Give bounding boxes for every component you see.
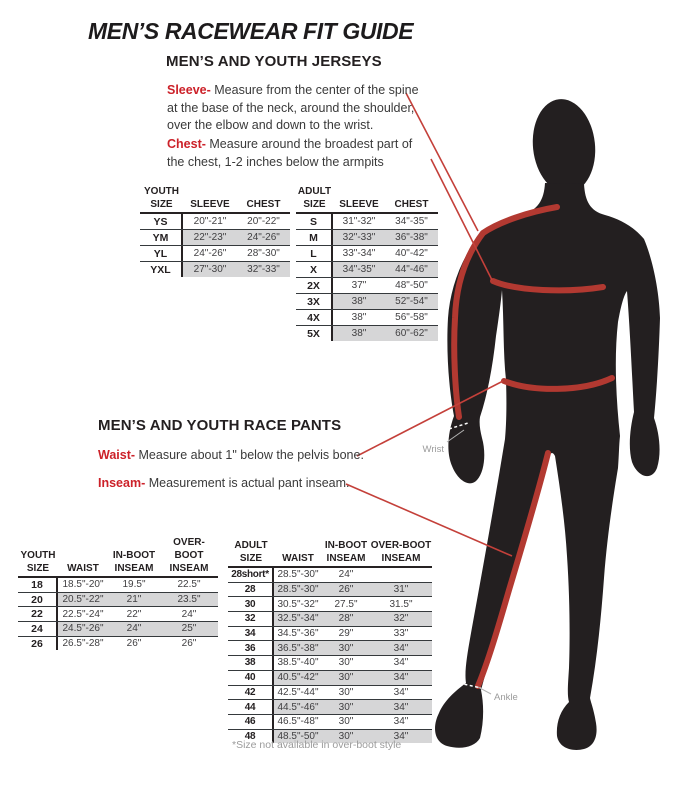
table-row [228, 685, 432, 700]
value-cell: 34"-35" [395, 216, 428, 227]
size-cell: 2X [296, 278, 333, 293]
table-row [228, 596, 432, 611]
column-header-top: OVER-BOOT [370, 540, 432, 551]
value-cell: 38" [333, 326, 385, 341]
value-cell: 34" [370, 730, 432, 744]
table-row [18, 578, 218, 592]
value-cell: 34" [393, 657, 409, 669]
wrist-label: Wrist [422, 444, 444, 455]
size-cell: 22 [18, 607, 58, 621]
size-cell: 26 [18, 637, 58, 651]
table-row [140, 261, 290, 277]
size-cell: M [296, 230, 333, 245]
column-header [274, 536, 322, 565]
column-header-top: OVER-BOOT [173, 537, 205, 561]
column-header [333, 183, 385, 211]
column-header-label: SIZE [150, 199, 173, 210]
value-cell: 23.5" [160, 593, 218, 607]
value-cell: 36.5"-38" [274, 641, 322, 655]
table-header-row [140, 183, 290, 214]
value-cell: 56"-58" [395, 312, 428, 323]
column-header [322, 536, 370, 565]
size-cell: 38 [228, 656, 274, 670]
value-cell: 34" [370, 671, 432, 685]
value-cell: 26" [126, 638, 142, 650]
table-row [296, 277, 438, 293]
column-header [140, 183, 183, 211]
table-row [140, 229, 290, 245]
size-cell: S [296, 214, 333, 229]
size-cell: 34 [228, 627, 274, 641]
column-header [18, 536, 58, 575]
value-cell: 24"-26" [237, 230, 290, 245]
column-header-label: CHEST [246, 199, 281, 210]
value-cell: 20"-22" [247, 216, 280, 227]
size-cell: 5X [296, 326, 333, 341]
size-cell: 40 [228, 671, 274, 685]
column-header-label: INSEAM [169, 563, 209, 574]
table-row [18, 636, 218, 651]
value-cell: 26" [181, 638, 197, 650]
value-cell: 30" [322, 700, 370, 714]
value-cell: 32.5"-34" [274, 612, 322, 626]
column-header-label: SLEEVE [190, 199, 230, 210]
value-cell: 30" [322, 641, 370, 655]
size-cell: YS [140, 214, 183, 229]
size-cell: 18 [18, 578, 58, 592]
sleeve-note [167, 82, 425, 135]
table-row [228, 626, 432, 641]
value-cell: 30" [338, 686, 354, 698]
value-cell: 24" [181, 608, 197, 620]
table-row [228, 611, 432, 626]
table-row [296, 261, 438, 277]
column-header-top: YOUTH [20, 550, 56, 561]
value-cell: 34" [393, 686, 409, 698]
value-cell: 42.5"-44" [277, 686, 319, 698]
size-cell: 30 [228, 597, 274, 611]
size-cell: X [296, 262, 333, 277]
value-cell: 34" [370, 700, 432, 714]
value-cell: 37" [351, 280, 367, 291]
column-header-top: IN-BOOT [112, 550, 156, 561]
table-row [140, 214, 290, 229]
value-cell: 36"-38" [385, 230, 438, 245]
value-cell: 30" [338, 716, 354, 728]
waist-note [98, 447, 418, 465]
value-cell: 31.5" [389, 598, 413, 610]
value-cell: 46.5"-48" [277, 716, 319, 728]
value-cell: 21" [108, 593, 160, 607]
size-cell: 4X [296, 310, 333, 325]
value-cell: 44"-46" [385, 262, 438, 277]
column-header-label: WAIST [282, 553, 314, 564]
column-header-top: IN-BOOT [324, 540, 368, 551]
size-cell: 20 [18, 593, 58, 607]
value-cell: 60"-62" [385, 326, 438, 341]
table-row [140, 245, 290, 261]
table-header-row [228, 536, 432, 568]
value-cell: 38" [333, 294, 385, 309]
column-header-label: INSEAM [114, 563, 154, 574]
value-cell: 34.5"-36" [277, 628, 319, 640]
value-cell: 33"-34" [342, 248, 376, 259]
table-row [228, 568, 432, 582]
value-cell: 40.5"-42" [274, 671, 322, 685]
column-header [370, 536, 432, 565]
size-cell: 42 [228, 686, 274, 700]
value-cell: 24.5"-26" [58, 622, 108, 636]
table-header-row [18, 536, 218, 578]
column-header [237, 183, 290, 211]
table-row [296, 293, 438, 309]
column-header [385, 183, 438, 211]
table-row [18, 592, 218, 607]
size-cell: 24 [18, 622, 58, 636]
column-header-label: INSEAM [381, 553, 421, 564]
inseam-note-label: Inseam- [98, 476, 146, 490]
table-row [18, 606, 218, 621]
value-cell: 52"-54" [385, 294, 438, 309]
value-cell: 20.5"-22" [58, 593, 108, 607]
value-cell: 28.5"-30" [277, 569, 319, 581]
value-cell [370, 568, 432, 582]
column-header-label: SLEEVE [339, 199, 379, 210]
table-row [296, 214, 438, 229]
size-cell: 48 [228, 730, 274, 744]
size-cell: L [296, 246, 333, 261]
jerseys-section-heading: MEN’S AND YOUTH JERSEYS [166, 53, 382, 70]
value-cell: 34" [393, 716, 409, 728]
value-cell: 38.5"-40" [277, 657, 319, 669]
size-cell: 28short* [228, 568, 274, 582]
size-cell: 32 [228, 612, 274, 626]
chest-note-label: Chest- [167, 137, 206, 151]
value-cell: 25" [160, 622, 218, 636]
figure-head [528, 96, 599, 196]
value-cell: 19.5" [122, 579, 146, 591]
value-cell: 32"-33" [237, 262, 290, 277]
value-cell: 48.5"-50" [274, 730, 322, 744]
pants-section-heading: MEN’S AND YOUTH RACE PANTS [98, 417, 342, 434]
column-header-top: ADULT [234, 540, 268, 551]
inseam-note [98, 475, 418, 493]
column-header [296, 183, 333, 211]
table-row [228, 699, 432, 714]
youth-pants-table [18, 536, 218, 650]
value-cell: 28"-30" [247, 248, 280, 259]
page-title: MEN’S RACEWEAR FIT GUIDE [88, 18, 414, 44]
adult-jersey-table [296, 183, 438, 341]
table-header-row [296, 183, 438, 214]
value-cell: 30" [338, 657, 354, 669]
table-row [228, 582, 432, 597]
value-cell: 28" [322, 612, 370, 626]
column-header-label: WAIST [67, 563, 99, 574]
youth-jersey-table [140, 183, 290, 277]
column-header-top: YOUTH [144, 186, 179, 197]
column-header [108, 536, 160, 575]
size-cell: 44 [228, 700, 274, 714]
value-cell: 26" [322, 583, 370, 597]
table-row [296, 229, 438, 245]
value-cell: 34" [370, 641, 432, 655]
column-header-label: SIZE [26, 563, 50, 574]
value-cell: 28.5"-30" [274, 583, 322, 597]
inseam-note-text: Measurement is actual pant inseam. [145, 476, 350, 490]
value-cell: 24" [338, 569, 354, 581]
value-cell: 33" [393, 628, 409, 640]
size-cell: YXL [140, 262, 183, 277]
value-cell: 27.5" [334, 598, 358, 610]
value-cell: 31" [370, 583, 432, 597]
value-cell: 31"-32" [342, 216, 376, 227]
value-cell: 24"-26" [193, 248, 227, 259]
column-header [160, 536, 218, 575]
table-row [296, 309, 438, 325]
value-cell: 30" [322, 671, 370, 685]
size-cell: 36 [228, 641, 274, 655]
table-row [18, 621, 218, 636]
value-cell: 44.5"-46" [274, 700, 322, 714]
value-cell: 20"-21" [193, 216, 227, 227]
column-header-top: ADULT [297, 186, 332, 197]
column-header-label: SIZE [239, 553, 263, 564]
waist-note-label: Waist- [98, 448, 136, 462]
sleeve-note-text: Measure from the center of the spine at the base of the neck, around the shoulder, over the elbow and down to the wrist. [167, 83, 419, 132]
table-row [296, 245, 438, 261]
chest-pointer-line [431, 159, 492, 280]
value-cell: 24" [108, 622, 160, 636]
value-cell: 48"-50" [395, 280, 428, 291]
column-header [58, 536, 108, 575]
table-row [228, 670, 432, 685]
value-cell: 32"-33" [333, 230, 385, 245]
value-cell: 30" [322, 730, 370, 744]
size-cell: 28 [228, 583, 274, 597]
column-header-label: INSEAM [326, 553, 366, 564]
value-cell: 30.5"-32" [277, 598, 319, 610]
chest-note [167, 136, 425, 171]
value-cell: 22.5"-24" [62, 608, 104, 620]
value-cell: 38" [351, 312, 367, 323]
table-row [228, 640, 432, 655]
table-row [296, 325, 438, 341]
column-header-label: CHEST [394, 199, 429, 210]
column-header-label: SIZE [303, 199, 326, 210]
size-cell: YM [140, 230, 183, 245]
pants-table-footnote: *Size not available in over-boot style [232, 739, 402, 751]
value-cell: 18.5"-20" [62, 579, 104, 591]
size-cell: YL [140, 246, 183, 261]
ankle-label: Ankle [494, 692, 518, 703]
waist-note-text: Measure about 1" below the pelvis bone. [135, 448, 364, 462]
value-cell: 27"-30" [183, 262, 237, 277]
size-cell: 46 [228, 715, 274, 729]
value-cell: 29" [338, 628, 354, 640]
value-cell: 40"-42" [395, 248, 428, 259]
adult-pants-table [228, 536, 432, 743]
chest-note-text: Measure around the broadest part of the chest, 1-2 inches below the armpits [167, 137, 413, 169]
table-row [228, 714, 432, 729]
table-row [228, 655, 432, 670]
value-cell: 22" [126, 608, 142, 620]
sleeve-note-label: Sleeve- [167, 83, 211, 97]
column-header [228, 536, 274, 565]
value-cell: 22"-23" [183, 230, 237, 245]
value-cell: 32" [370, 612, 432, 626]
size-cell: 3X [296, 294, 333, 309]
value-cell: 26.5"-28" [62, 638, 104, 650]
column-header [183, 183, 237, 211]
value-cell: 22.5" [177, 579, 201, 591]
value-cell: 34"-35" [333, 262, 385, 277]
